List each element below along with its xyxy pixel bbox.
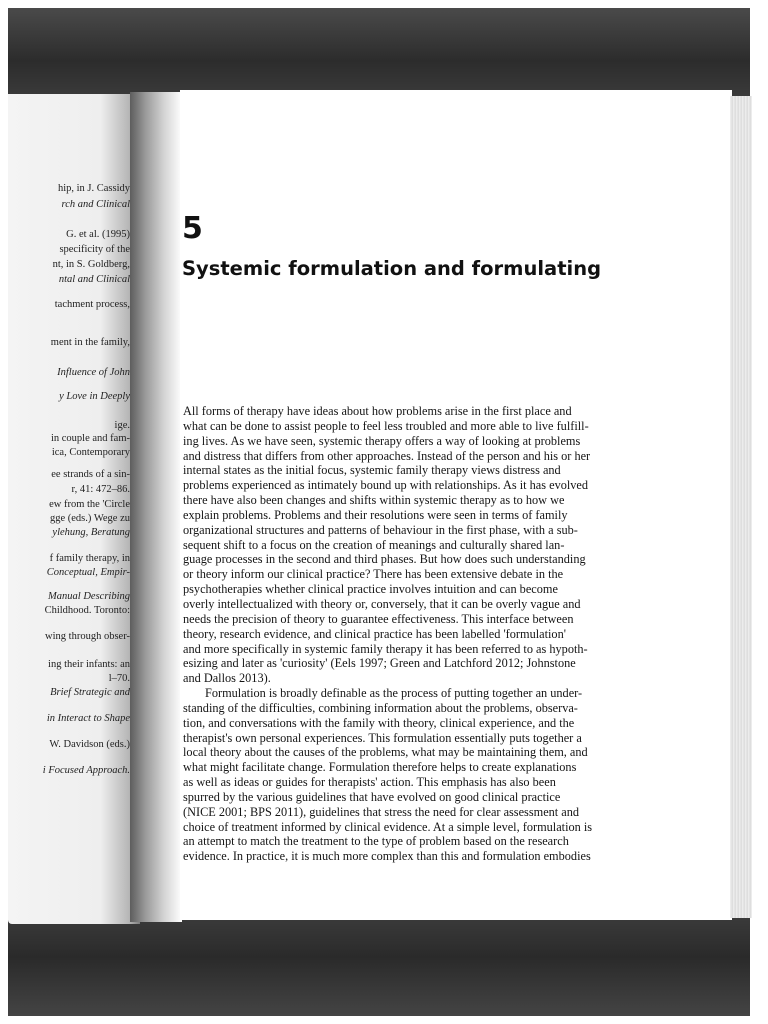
- text-line: internal states as the initial focus, systemic family therapy views distress and: [183, 463, 561, 478]
- scanner-border-bottom: [8, 918, 750, 1016]
- reference-line: y Love in Deeply: [59, 391, 130, 402]
- reference-line: rch and Clinical: [61, 199, 130, 210]
- chapter-title: Systemic formulation and formulating: [182, 257, 602, 280]
- text-line: what can be done to assist people to feel less troubled and more able to live fulfill-: [183, 418, 589, 433]
- text-line: organizational structures and patterns of behaviour in the first phase, with a sub-: [183, 522, 578, 537]
- reference-line: ntal and Clinical: [58, 274, 130, 285]
- reference-line: Conceptual, Empir-: [46, 567, 130, 578]
- text-line: evidence. In practice, it is much more complex than this and formulation embodies: [183, 849, 591, 864]
- book-gutter: [130, 92, 182, 922]
- text-line: an attempt to match the treatment to the type of problem based on the research: [183, 834, 569, 849]
- scanner-border-top: [8, 8, 750, 96]
- reference-line: ige.: [114, 420, 130, 431]
- reference-line: i Focused Approach.: [42, 765, 130, 776]
- reference-line: in couple and fam-: [50, 433, 130, 444]
- reference-line: Manual Describing: [48, 591, 130, 602]
- text-line: or theory inform our clinical practice? There has been extensive debate in the: [183, 567, 564, 582]
- reference-line: r, 41: 472–86.: [71, 484, 130, 495]
- text-line: All forms of therapy have ideas about how problems arise in the first place and: [183, 404, 572, 418]
- reference-line: gge (eds.) Wege zu: [49, 513, 130, 524]
- text-line: as well as ideas or guides for therapists' action. This emphasis has also been: [183, 775, 556, 790]
- left-page: [8, 94, 140, 924]
- reference-line: ica, Contemporary: [51, 447, 130, 458]
- text-line: what might facilitate change. Formulation therefore helps to create explanations: [183, 760, 577, 775]
- reference-line: ing their infants: an: [48, 659, 130, 670]
- text-line: choice of treatment informed by clinical evidence. At a simple level, formulation is: [183, 819, 593, 834]
- text-line: Formulation is broadly definable as the process of putting together an under-: [205, 686, 583, 701]
- reference-line: tachment process,: [54, 299, 130, 310]
- text-line: there have also been changes and shifts within systemic therapy as to how we: [183, 493, 565, 508]
- text-line: local theory about the causes of the problems, what may be maintaining them, and: [183, 745, 588, 760]
- reference-line: wing through obser-: [45, 631, 130, 642]
- text-line: standing of the difficulties, combining information about the problems, observa-: [183, 700, 578, 715]
- text-line: esizing and later as 'curiosity' (Eels 1997; Green and Latchford 2012; Johnstone: [183, 656, 576, 671]
- text-line: overly intellectualized with theory or, conversely, that it can be overly vague and: [183, 596, 581, 611]
- body-text: [183, 404, 625, 864]
- text-line: spurred by the various guidelines that have evolved on good clinical practice: [183, 789, 561, 804]
- text-line: sequent shift to a focus on the creation of meanings and culturally shared lan-: [183, 537, 565, 552]
- reference-line: G. et al. (1995): [66, 229, 130, 240]
- reference-line: ylehung, Beratung: [52, 527, 130, 538]
- text-line: and Dallos 2013).: [183, 671, 271, 686]
- reference-line: in Interact to Shape: [46, 713, 130, 724]
- reference-line: Childhood. Toronto:: [44, 605, 130, 616]
- reference-line: hip, in J. Cassidy: [57, 183, 130, 194]
- text-line: guage processes in the second and third phases. But how does such understanding: [183, 552, 586, 567]
- reference-line: specificity of the: [59, 244, 130, 255]
- text-line: ing lives. As we have seen, systemic therapy offers a way of looking at problems: [183, 433, 581, 448]
- reference-line: Brief Strategic and: [50, 687, 130, 698]
- text-line: (NICE 2001; BPS 2011), guidelines that stress the need for clear assessment and: [183, 804, 580, 819]
- text-line: therapist's own personal experiences. This formulation essentially puts together a: [183, 730, 582, 745]
- reference-line: ew from the 'Circle: [49, 499, 130, 510]
- text-line: needs the precision of theory to guarantee effectiveness. This interface between: [183, 611, 574, 626]
- text-line: problems experienced as intimately bound up with relationships. As it has evolved: [183, 478, 589, 493]
- reference-line: nt, in S. Goldberg,: [52, 259, 130, 270]
- text-line: tion, and conversations with the family with theory, clinical experience, and the: [183, 715, 575, 730]
- reference-line: ment in the family,: [50, 337, 130, 348]
- chapter-number: 5: [182, 211, 203, 246]
- text-line: explain problems. Problems and their resolutions were seen in terms of family: [183, 507, 568, 522]
- reference-line: l–70.: [108, 673, 130, 684]
- reference-line: ee strands of a sin-: [51, 469, 130, 480]
- text-line: and more specifically in systemic family therapy it has been referred to as hypoth-: [183, 641, 588, 656]
- reference-line: Influence of John: [57, 367, 130, 378]
- page-edges: [730, 96, 752, 918]
- text-line: psychotherapies whether clinical practice involves intuition and can become: [183, 582, 558, 597]
- reference-line: f family therapy, in: [49, 553, 130, 564]
- reference-line: W. Davidson (eds.): [49, 739, 130, 750]
- text-line: and distress that differs from other approaches. Instead of the person and his or her: [183, 448, 591, 463]
- text-line: theory, research evidence, and clinical practice has been labelled 'formulation': [183, 626, 566, 641]
